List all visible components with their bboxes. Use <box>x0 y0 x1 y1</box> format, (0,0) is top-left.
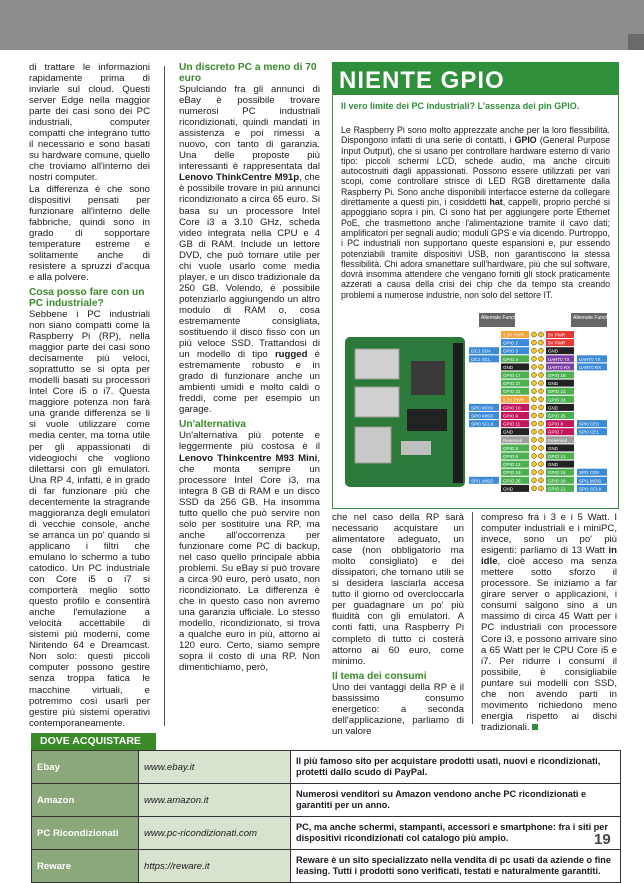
header-pin <box>539 462 544 467</box>
section-heading: Cosa posso fare con un PC industriale? <box>29 286 145 309</box>
gpio-pin-label-right: GPIO 23 <box>548 389 566 395</box>
gpio-pin-label-right: GND <box>548 348 558 354</box>
header-pin <box>539 364 544 369</box>
paragraph: che nel caso della RP sarà necessario acquistare un alimentatore adeguato, un case (non obbligatorio ma molto consigliato) e dei dissipatori, che tornano utili se si desidera lasciarla accesa tutto il giorno od overcloccarla per guadagnare un po' più fluidità con gli emulatori. A conti fatti, una Raspberry Pi completo di tutto ci costerà attorno ai 60 euro, come minimo. <box>332 512 464 667</box>
niente-gpio-box <box>332 62 619 509</box>
header-pin <box>539 340 544 345</box>
store-description: PC, ma anche schermi, stampanti, accessori e smartphone: fra i siti per dispositivi ricondizionati col catalogo più ampio. <box>291 817 621 850</box>
fig-left-header: Alternate Function <box>481 315 522 321</box>
header-pin <box>539 486 544 491</box>
header-pin <box>532 437 537 442</box>
header-pin <box>532 478 537 483</box>
fig-right-header: Alternate Function <box>573 315 614 321</box>
alt-function-text-right: SPI1 MOSI <box>579 478 602 484</box>
header-pin <box>532 381 537 386</box>
alt-function-text-left: SPI0 MOSI <box>471 405 494 411</box>
header-pin <box>532 364 537 369</box>
column-divider <box>472 512 473 724</box>
column-4 <box>481 512 617 733</box>
gpio-pin-label-left: GPIO 9 <box>503 413 519 419</box>
store-description: Reware è un sito specializzato nella vendita di pc usati da aziende o fine leasing. Tutti i prodotti sono verificati, testati e naturalmente garantiti. <box>291 850 621 883</box>
store-url-link[interactable]: www.pc-ricondizionati.com <box>139 817 291 850</box>
table-row <box>32 784 621 817</box>
header-pin <box>539 397 544 402</box>
gpio-pin-label-right: 5V PWR <box>548 332 566 338</box>
alt-function-text-right: SPI0 CE0 <box>579 421 599 427</box>
store-name: Ebay <box>32 751 139 784</box>
header-corner <box>628 34 644 50</box>
alt-function-text-right: SPI0 CE1 <box>579 429 599 435</box>
gpio-pin-label-left: GPIO 10 <box>503 405 521 411</box>
store-name: Reware <box>32 850 139 883</box>
gpio-pin-label-left: GPIO 13 <box>503 462 521 468</box>
gpio-pin-label-left: GPIO 4 <box>503 356 519 362</box>
box-body: Le Raspberry Pi sono molto apprezzate anche per la loro flessibilità. Dispongono infatti di una serie di contatti, i GPIO (General Purpose Input Output), che si usano per controllare hardware esterno di vario tipo: piccoli schermi LCD, schede audio, ma anche circuiti autocostruiti dagli appassionati. Possono essere utilizzati per vari scopi, come controllare strisce di LED RGB direttamente dalla Raspberry Pi. Sono anche disponibili interfacce esterne da collegare direttamente a questi pin, i cosiddetti hat, cappelli, proprio perché si appoggiano sopra i pin. Ci sono hat per aggiungere porte Ethernet PoE, che trasmettono anche l'alimentazione tramite il cavo dati; amplificatori per segnali audio; moduli GPS e via dicendo. Purtroppo, i PC industriali non supportano queste espansioni e, pur essendo potenziabili tramite dispositivi USB, non garantiscono la stessa flessibilità. Chi adora smanettare sull'hardware, più che sul software, dovrà insomma attendere che vengano forniti gli stock praticamente azzerati a causa della crisi dei chip che da tempo sta creando problemi a numerose industrie, non solo del settore IT. <box>341 125 610 300</box>
gpio-pin-label-right: 5V PWR <box>548 340 566 346</box>
paragraph: di trattare le informazioni rapidamente prima di inviarle sul cloud. Questi server Edge nella maggior parte dei casi sono dei PC industriali, computer compatti che integrano tutto il necessario e sono basati su hardware comune, quello che troviamo all'interno dei nostri computer. <box>29 62 150 184</box>
gpio-pin-label-left: GND <box>503 486 513 492</box>
gpio-pin-label-left: 3.3V PWR <box>503 397 525 403</box>
header-pin <box>539 429 544 434</box>
header-pin <box>539 445 544 450</box>
gpio-pin-label-left: GPIO 3 <box>503 348 519 354</box>
column-2 <box>179 62 320 673</box>
section-heading: Un discreto PC a meno di 70 euro <box>179 62 317 84</box>
alt-function-text-right: SPI1 CE0 <box>579 470 599 476</box>
gpio-pin-label-right: GND <box>548 462 558 468</box>
header-pin <box>532 356 537 361</box>
header-pin <box>532 405 537 410</box>
gpio-pin-label-right: GPIO 18 <box>548 373 566 378</box>
alt-function-text-left: I2C1 SCL <box>471 356 491 362</box>
paragraph: Sebbene i PC industriali non siano compatti come la Raspberry Pi (RP), nella maggior parte dei casi sono decisamente più veloci, soprattutto se si opta per modelli basati su processori Intel Core i5 o i7. Questa maggiore potenza non farà una grande differenza se li si vuole utilizzare come media center, ma torna utile per gli appassionati di videogiochi che vogliono dilettarsi con gli emulatori. Una RP 4, infatti, è in grado di far funzionare più che decentemente la stragrande maggioranza degli emulatori di vecchie console, anche se arranca un po' quando si applicano i filtri che emulano lo schermo a tubo catodico. Un PC industriale con Core i5 o i7 si comporterà meglio sotto questo profilo e consentirà anche l'emulazione a velocità accettabile di sistemi più moderni, come Nintendo 64 e Dreamcast. Non solo: questi piccoli computer possono gestire senza troppa fatica le macchine virtuali, e potremmo così usarli per gestire più sistemi operativi contemporaneamente. <box>29 308 150 729</box>
gpio-pin-label-right: GPIO 7 <box>548 429 564 435</box>
paragraph: compreso fra i 3 e i 5 Watt. I computer industriali e i miniPC, invece, sono un po' più esigenti: parliamo di 13 Watt in idle, cioè acceso ma senza mettere sotto sforzo il processore. Se iniziamo a far girare server o applicazioni, i consumi salgono sino a un massimo di circa 45 Watt per i PC industriali con processore Core i3, e possono arrivare sino a 65 Watt per le CPU Core i5 e i7. Per ridurre i consumi il possibile, è consigliabile puntare sui modelli con SSD, che non avendo parti in movimento richiedono meno energia rispetto ai dischi tradizionali. <box>481 512 617 733</box>
column-divider <box>164 66 165 726</box>
gpio-pin-label-left: GPIO 11 <box>503 421 521 427</box>
raspberry-pi-board-image <box>345 337 465 487</box>
gpio-pin-label-right: GND <box>548 445 558 451</box>
gpio-pin-label-right: GPIO 12 <box>548 454 566 459</box>
header-pin <box>532 397 537 402</box>
header-pin <box>539 381 544 386</box>
gpio-pin-label-right: GPIO 20 <box>548 478 566 484</box>
alt-function-text-right: SPI1 SCLK <box>579 486 602 492</box>
gpio-pin-label-left: GPIO 19 <box>503 470 521 476</box>
header-bar <box>0 0 644 50</box>
header-pin <box>532 373 537 378</box>
header-pin <box>532 389 537 394</box>
header-pin <box>539 437 544 442</box>
raspberry-pi-gpio-diagram <box>341 309 614 502</box>
header-pin <box>539 348 544 353</box>
gpio-pin-label-left: GPIO 22 <box>503 389 521 395</box>
alt-function-text-left: SPI0 SCLK <box>471 421 494 427</box>
header-pin <box>532 340 537 345</box>
gpio-pin-label-right: GPIO 24 <box>548 397 566 403</box>
store-url-link[interactable]: www.ebay.it <box>139 751 291 784</box>
store-description: Numerosi venditori su Amazon vendono anche PC ricondizionati e garantiti per un anno. <box>291 784 621 817</box>
gpio-pin-label-left: GPIO 17 <box>503 373 521 378</box>
header-pin <box>532 470 537 475</box>
section-heading: Un'alternativa <box>179 419 246 431</box>
header-pin <box>539 454 544 459</box>
gpio-pin-label-left: GPIO 5 <box>503 445 519 451</box>
gpio-pin-label-right: GND <box>548 405 558 411</box>
header-pin <box>539 356 544 361</box>
gpio-pin-label-left: GND <box>503 429 513 435</box>
where-to-buy-label: DOVE ACQUISTARE <box>31 733 156 750</box>
header-pin <box>539 405 544 410</box>
store-description: Il più famoso sito per acquistare prodotti usati, nuovi e ricondizionati, protetti dallo scudo di PayPal. <box>291 751 621 784</box>
store-url-link[interactable]: www.amazon.it <box>139 784 291 817</box>
store-name: PC Ricondizionati <box>32 817 139 850</box>
gpio-pin-label-right: GND <box>548 381 558 387</box>
header-pin <box>539 389 544 394</box>
header-pin <box>539 373 544 378</box>
box-subtitle: Il vero limite dei PC industriali? L'assenza dei pin GPIO. <box>341 101 580 111</box>
header-pin <box>539 332 544 337</box>
alt-function-text-right: UART0 TX <box>579 356 601 362</box>
store-name: Amazon <box>32 784 139 817</box>
header-pin <box>532 445 537 450</box>
box-title: NIENTE GPIO <box>333 63 618 95</box>
header-pin <box>532 462 537 467</box>
header-pin <box>532 421 537 426</box>
gpio-pin-label-left: GND <box>503 364 513 370</box>
where-to-buy-table <box>31 750 621 883</box>
gpio-pin-label-right: GPIO 16 <box>548 470 566 476</box>
table-row <box>32 751 621 784</box>
paragraph: Spulciando fra gli annunci di eBay è possibile trovare numerosi PC industriali ricondizionati, quindi mandati in assistenza e poi rimessi a nuovo, con tanto di garanzia. Una delle proposte più interessanti è rappresentata dal Lenovo ThinkCentre M91p, che è possibile trovare in più annunci ricondizionato a circa 65 euro. Si basa su un processore Intel Core i3 a 3.10 GHz, scheda video integrata nella CPU e 4 GB di RAM. Include un lettore DVD, che può tornare utile per chi vuole usarlo come media player, e un disco tradizionale da 250 GB. Volendo, è possibile potenziarlo aggiungendo un altro modulo di RAM o, cosa estremamente consigliata, sostituendo il disco fisso con un più veloce SSD. Trattandosi di un modello di tipo rugged è estremamente robusto e in grado di funzionare anche un ambienti umidi e molto caldi o freddi, come per esempio un garage. <box>179 84 320 416</box>
header-pin <box>539 413 544 418</box>
gpio-pin-label-right: UART0 TX <box>548 356 570 362</box>
table-row <box>32 817 621 850</box>
alt-function-text-left: SPI0 MISO <box>471 413 494 419</box>
gpio-pin-label-right: GPIO 25 <box>548 413 566 419</box>
gpio-pin-label-left: GPIO 26 <box>503 478 521 484</box>
alt-function-text-left: I2C1 SDA <box>471 348 492 354</box>
gpio-pin-label-left: 3.3V PWR <box>503 332 525 338</box>
end-of-article-mark <box>532 724 538 730</box>
page-number: 19 <box>594 831 611 848</box>
header-pin <box>539 421 544 426</box>
alt-function-text-left: SPI1 MISO <box>471 478 494 484</box>
paragraph: Uno dei vantaggi della RP è il bassissimo consumo energetico: a seconda dell'applicazione, parliamo di un valore <box>332 681 464 737</box>
store-url-link[interactable]: https://reware.it <box>139 850 291 883</box>
gpio-pin-label-left: GPIO 2 <box>503 340 519 346</box>
header-pin <box>532 454 537 459</box>
column-1 <box>29 62 150 729</box>
header-pin <box>532 429 537 434</box>
header-pin <box>532 486 537 491</box>
gpio-pin-label-left: GPIO 6 <box>503 454 519 459</box>
paragraph: Un'alternativa più potente e leggermente più costosa è il Lenovo Thinkcentre M93 Mini, che monta sempre un processore Intel Core i3, ma integra 8 GB di RAM e un disco SSD da 256 GB. Ha insomma tutto quello che può servire non solo per sostituire una RP, ma anche all'occorrenza per funzionare come PC di backup, nel caso quello principale abbia problemi. Su eBay si può trovare a circa 90 euro, però usato, non ricondizionato. La differenza è che in questo caso non avremo una garanzia ufficiale. Lo stesso modello, ricondizionato, si trova a qualche euro in più, attorno ai 120 euro. Certo, siamo sempre sopra il costo di una RP. Non dimentichiamo, però, <box>179 430 320 674</box>
gpio-pin-label-right: UART0 RX <box>548 364 571 370</box>
paragraph: La differenza è che sono dispositivi pensati per funzionare all'interno delle fabbriche, quindi sono in grado di sopportare temperature estreme e solitamente anche di resistere a spruzzi d'acqua e alla polvere. <box>29 183 150 283</box>
table-row <box>32 850 621 883</box>
gpio-pin-label-left: GPIO 27 <box>503 381 521 387</box>
header-pin <box>532 413 537 418</box>
header-pin <box>539 470 544 475</box>
section-heading: Il tema dei consumi <box>332 670 427 682</box>
gpio-pin-label-right: Reserved <box>548 437 568 443</box>
gpio-pin-label-left: Reserved <box>503 437 523 443</box>
header-pin <box>532 348 537 353</box>
gpio-pin-label-right: GPIO 8 <box>548 421 564 427</box>
header-pin <box>539 478 544 483</box>
header-pin <box>532 332 537 337</box>
column-3 <box>332 512 464 737</box>
alt-function-text-right: UART0 RX <box>579 364 602 370</box>
gpio-pin-label-right: GPIO 21 <box>548 486 566 492</box>
